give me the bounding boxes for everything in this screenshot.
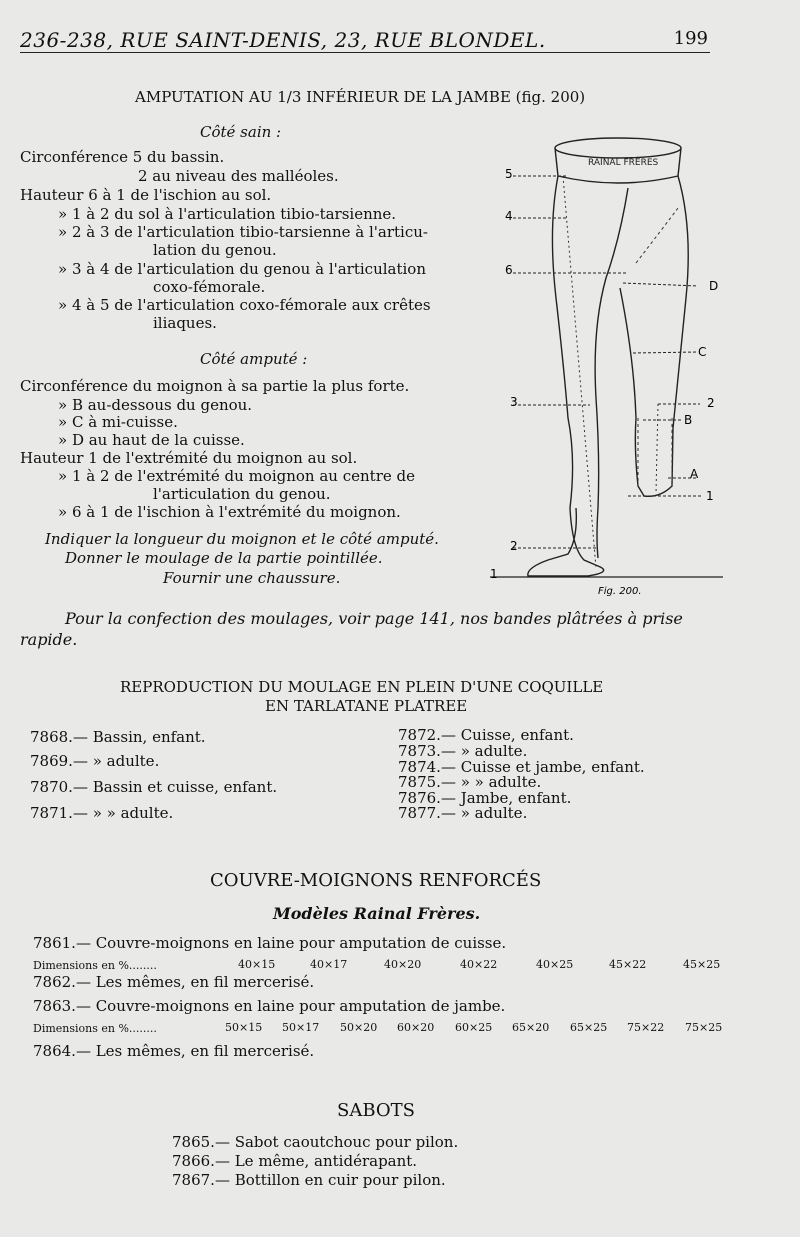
waistband-label: RAINAL FRÈRES bbox=[588, 158, 659, 168]
healthy-line: coxo-fémorale. bbox=[153, 278, 266, 296]
healthy-line: » 1 à 2 du sol à l'articulation tibio-tarsienne. bbox=[58, 205, 397, 223]
moulage-note-continued: rapide. bbox=[20, 630, 78, 649]
sabot-item: 7866.— Le même, antidérapant. bbox=[172, 1152, 418, 1170]
figure-200-illustration bbox=[488, 128, 728, 608]
healthy-line: lation du genou. bbox=[153, 241, 277, 259]
dimension-value: 60×20 bbox=[397, 1021, 435, 1034]
healthy-line: » 2 à 3 de l'articulation tibio-tarsienne à l'articu- bbox=[58, 223, 428, 241]
healthy-line: Hauteur 6 à 1 de l'ischion au sol. bbox=[20, 186, 272, 204]
reproduction-left-item: 7871.— » » adulte. bbox=[30, 804, 174, 822]
dimension-value: 40×25 bbox=[536, 958, 574, 971]
mark-4: 4 bbox=[505, 209, 513, 223]
header-rule bbox=[20, 52, 710, 53]
dimension-value: 45×25 bbox=[683, 958, 721, 971]
dimension-value: 75×22 bbox=[627, 1021, 665, 1034]
dimension-value: 65×25 bbox=[570, 1021, 608, 1034]
figure-caption: Fig. 200. bbox=[598, 586, 642, 597]
reproduction-right-item: 7876.— Jambe, enfant. bbox=[398, 789, 572, 807]
mark-2: 2 bbox=[510, 539, 518, 553]
dimension-value: 75×25 bbox=[685, 1021, 723, 1034]
mark-C: C bbox=[698, 345, 707, 359]
mark-5: 5 bbox=[505, 167, 513, 181]
dimension-value: 40×17 bbox=[310, 958, 348, 971]
mark-2-right: 2 bbox=[707, 396, 715, 410]
dimension-value: 40×15 bbox=[238, 958, 276, 971]
amputated-line: » 1 à 2 de l'extrémité du moignon au centre de bbox=[58, 467, 415, 485]
amputated-line: » C à mi-cuisse. bbox=[58, 413, 178, 431]
dimension-value: 50×17 bbox=[282, 1021, 320, 1034]
reproduction-right-item: 7874.— Cuisse et jambe, enfant. bbox=[398, 758, 645, 776]
mark-1: 1 bbox=[490, 567, 498, 581]
sabots-title: SABOTS bbox=[337, 1100, 415, 1121]
reproduction-right-item: 7873.— » adulte. bbox=[398, 742, 528, 760]
mark-B: B bbox=[684, 413, 693, 427]
couvre-item: 7863.— Couvre-moignons en laine pour amputation de jambe. bbox=[33, 997, 506, 1015]
dimension-value: 50×20 bbox=[340, 1021, 378, 1034]
couvre-item: 7861.— Couvre-moignons en laine pour amputation de cuisse. bbox=[33, 934, 507, 952]
reproduction-right-item: 7877.— » adulte. bbox=[398, 804, 528, 822]
mark-1-right: 1 bbox=[706, 489, 714, 503]
couvre-subtitle: Modèles Rainal Frères. bbox=[273, 904, 481, 923]
healthy-line: » 3 à 4 de l'articulation du genou à l'articulation bbox=[58, 260, 426, 278]
dimension-value: 50×15 bbox=[225, 1021, 263, 1034]
sabot-item: 7865.— Sabot caoutchouc pour pilon. bbox=[172, 1133, 459, 1151]
reproduction-right-item: 7875.— » » adulte. bbox=[398, 773, 542, 791]
mark-A: A bbox=[690, 467, 699, 481]
couvre-item: 7864.— Les mêmes, en fil mercerisé. bbox=[33, 1042, 315, 1060]
instruction-line: Donner le moulage de la partie pointillée. bbox=[65, 549, 383, 567]
mark-3: 3 bbox=[510, 395, 518, 409]
dimension-value: 40×20 bbox=[384, 958, 422, 971]
moulage-note: Pour la confection des moulages, voir page 141, nos bandes plâtrées à prise bbox=[65, 609, 683, 628]
couvre-title: COUVRE-MOIGNONS RENFORCÉS bbox=[210, 870, 542, 891]
dimensions-label: Dimensions en %........ bbox=[33, 1022, 157, 1035]
amputated-line: » D au haut de la cuisse. bbox=[58, 431, 245, 449]
dimensions-label: Dimensions en %........ bbox=[33, 959, 157, 972]
amputated-line: » 6 à 1 de l'ischion à l'extrémité du moignon. bbox=[58, 503, 401, 521]
amputated-line: » B au-dessous du genou. bbox=[58, 396, 253, 414]
page-number: 199 bbox=[673, 28, 708, 49]
reproduction-title-line2: EN TARLATANE PLATREE bbox=[265, 697, 468, 715]
reproduction-right-item: 7872.— Cuisse, enfant. bbox=[398, 726, 574, 744]
reproduction-left-item: 7869.— » adulte. bbox=[30, 752, 160, 770]
instruction-line: Indiquer la longueur du moignon et le côté amputé. bbox=[45, 530, 439, 548]
amputated-line: Hauteur 1 de l'extrémité du moignon au sol. bbox=[20, 449, 358, 467]
sabot-item: 7867.— Bottillon en cuir pour pilon. bbox=[172, 1171, 446, 1189]
mark-D: D bbox=[709, 279, 719, 293]
healthy-line: » 4 à 5 de l'articulation coxo-fémorale aux crêtes bbox=[58, 296, 431, 314]
dimension-value: 65×20 bbox=[512, 1021, 550, 1034]
healthy-line: Circonférence 5 du bassin. bbox=[20, 148, 225, 166]
amputated-line: l'articulation du genou. bbox=[153, 485, 331, 503]
healthy-line: 2 au niveau des malléoles. bbox=[138, 167, 339, 185]
instruction-line: Fournir une chaussure. bbox=[163, 569, 341, 587]
healthy-line: iliaques. bbox=[153, 314, 217, 332]
reproduction-title-line1: REPRODUCTION DU MOULAGE EN PLEIN D'UNE COQUILLE bbox=[120, 678, 604, 696]
reproduction-left-item: 7868.— Bassin, enfant. bbox=[30, 728, 206, 746]
couvre-item: 7862.— Les mêmes, en fil mercerisé. bbox=[33, 973, 315, 991]
amputated-line: Circonférence du moignon à sa partie la plus forte. bbox=[20, 377, 410, 395]
dimension-value: 45×22 bbox=[609, 958, 647, 971]
running-header: 236-238, RUE SAINT-DENIS, 23, RUE BLONDEL. bbox=[20, 28, 546, 52]
amputation-title: AMPUTATION AU 1/3 INFÉRIEUR DE LA JAMBE (fig. 200) bbox=[135, 88, 586, 106]
reproduction-left-item: 7870.— Bassin et cuisse, enfant. bbox=[30, 778, 278, 796]
dimension-value: 60×25 bbox=[455, 1021, 493, 1034]
mark-6: 6 bbox=[505, 263, 513, 277]
healthy-side-heading: Côté sain : bbox=[200, 123, 282, 141]
dimension-value: 40×22 bbox=[460, 958, 498, 971]
amputated-side-heading: Côté amputé : bbox=[200, 350, 308, 368]
